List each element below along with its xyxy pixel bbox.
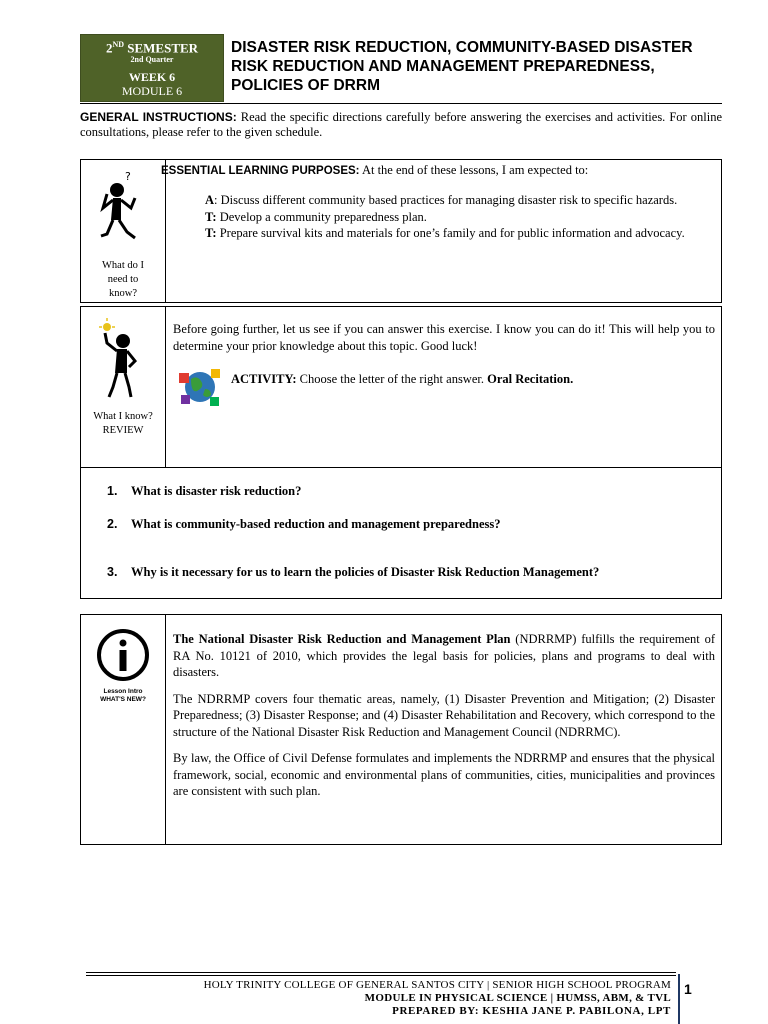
info-icon [95, 627, 151, 683]
thinking-person-icon [93, 168, 153, 252]
elp-item: A: Discuss different community based practices for managing disaster risk to specific hazards. [205, 193, 678, 207]
module-label: MODULE 6 [121, 84, 183, 99]
essential-learning-box [80, 159, 722, 303]
ndrrmp-paragraph-3: By law, the Office of Civil Defense formulates and implements the NDRRMP and ensures that the physical framework, social, economic and environmental plans of communities, cities, municipalities and provinces are consistent with such plan. [173, 751, 715, 798]
whats-new-caption: Lesson Intro WHAT'S NEW? [100, 688, 146, 703]
info-icon-area [81, 615, 165, 704]
puzzle-globe-icon [177, 363, 223, 411]
module-title: DISASTER RISK REDUCTION, COMMUNITY-BASED DISASTER RISK REDUCTION AND MANAGEMENT PREPAREDNESS, POLICIES OF DRRM [231, 39, 693, 94]
footer-author: PREPARED BY: KESHIA JANE P. PABILONA, LPT [392, 1005, 671, 1017]
elp-item: T: Prepare survival kits and materials for one’s family and for public information and advocacy. [205, 226, 685, 240]
semester-badge [80, 34, 224, 102]
review-intro: Before going further, let us see if you can answer this exercise. I know you can do it! This will help you to determine your prior knowledge about this topic. Good luck! [173, 322, 715, 353]
semester-label: 2ND SEMESTER [105, 40, 199, 56]
idea-person-icon [93, 313, 153, 405]
footer-module: MODULE IN PHYSICAL SCIENCE | HUMSS, ABM, & TVL [364, 992, 671, 1004]
idea-figure-area [81, 307, 165, 438]
elp-heading: ESSENTIAL LEARNING PURPOSES: At the end of these lessons, I am expected to: [161, 163, 589, 177]
need-to-know-caption: What do I need to know? [102, 260, 144, 299]
header-divider [80, 103, 722, 104]
footer-divider [86, 975, 676, 976]
activity-instruction: ACTIVITY: Choose the letter of the right answer. Oral Recitation. [231, 372, 574, 386]
week-label: WEEK 6 [128, 70, 176, 85]
whats-new-box [80, 614, 722, 845]
question-item: 2. What is community-based reduction and management preparedness? [107, 517, 501, 531]
thinking-figure-area [81, 160, 165, 301]
general-instructions: GENERAL INSTRUCTIONS: Read the specific directions carefully before answering the exercises and activities. For online consultations, please refer to the given schedule. [80, 110, 722, 139]
elp-item: T: Develop a community preparedness plan. [205, 209, 427, 224]
footer-divider [86, 972, 676, 973]
question-item: 1. What is disaster risk reduction? [107, 484, 302, 498]
what-i-know-box [80, 306, 722, 599]
svg-text:?: ? [125, 170, 131, 183]
whats-new-text [173, 631, 715, 800]
ndrrmp-paragraph-1: The National Disaster Risk Reduction and Management Plan (NDRRMP) fulfills the requirement of RA No. 10121 of 2010, which provides the legal basis for policies, plans and programs to deal with disasters. [173, 632, 715, 679]
what-i-know-caption: What I know? REVIEW [93, 411, 153, 436]
quarter-label: 2nd Quarter [130, 55, 174, 65]
page-number: 1 [684, 981, 692, 997]
elp-list [205, 192, 717, 242]
footer-school: HOLY TRINITY COLLEGE OF GENERAL SANTOS CITY | SENIOR HIGH SCHOOL PROGRAM [203, 979, 671, 991]
footer-bar [678, 974, 680, 1024]
ndrrmp-paragraph-2: The NDRRMP covers four thematic areas, namely, (1) Disaster Prevention and Mitigation; (2) Disaster Preparedness; (3) Disaster Response; and (4) Disaster Rehabilitation and Recovery, which correspond to the structure of the National Disaster Risk Reduction and Management Council (NDRRMC). [173, 691, 715, 739]
question-item: 3. Why is it necessary for us to learn the policies of Disaster Risk Reduction Management? [107, 565, 600, 579]
